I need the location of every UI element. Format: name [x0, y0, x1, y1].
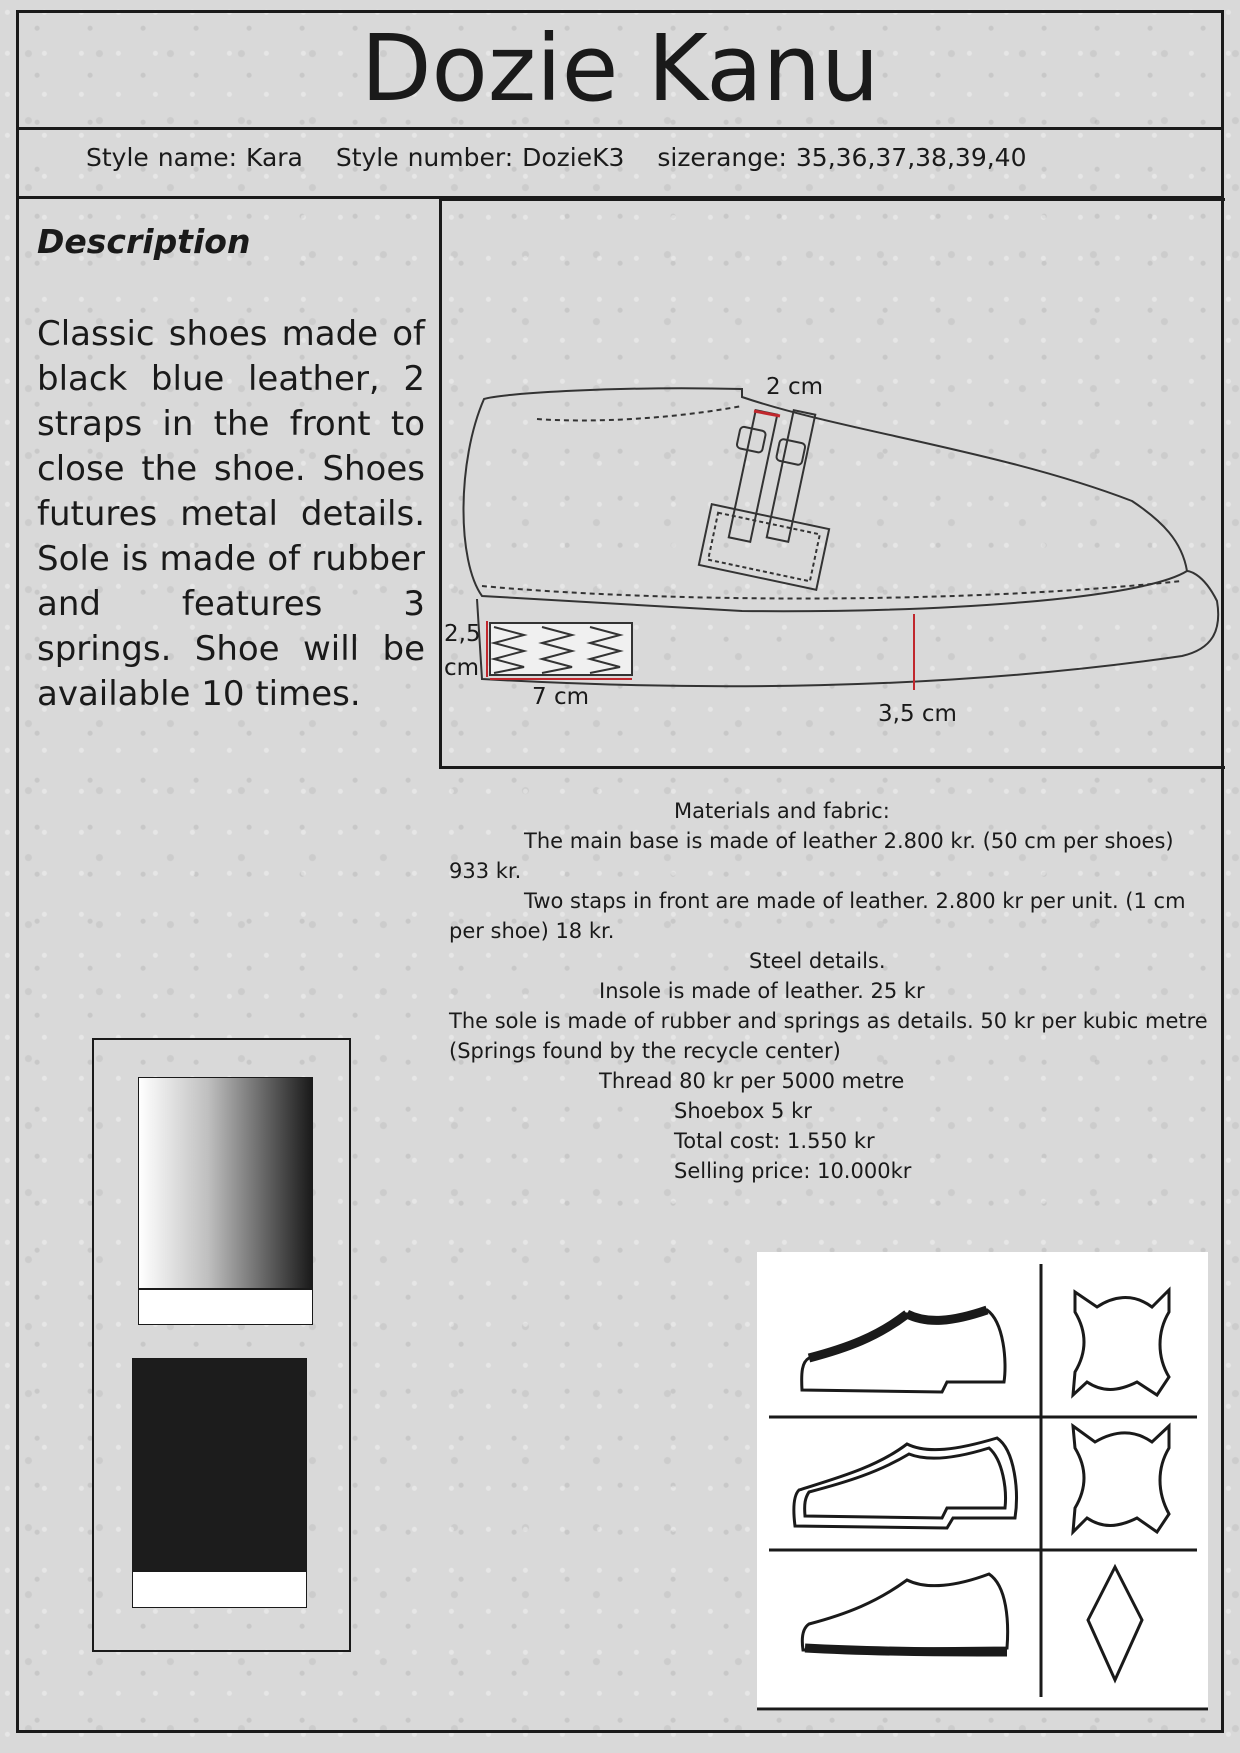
strap-width-label: 2 cm — [766, 374, 823, 400]
shoe-sole-icon — [802, 1574, 1007, 1652]
page-title: Dozie Kanu — [360, 15, 880, 122]
spring-height-unit: cm — [444, 655, 480, 681]
materials-sole: The sole is made of rubber and springs as details. 50 kr per kubic metre (Springs found by the recycle center) — [449, 1009, 1208, 1063]
materials-shoebox: Shoebox 5 kr — [674, 1099, 812, 1123]
shoe-upper-leather-icon — [802, 1310, 1005, 1392]
label-patch — [699, 504, 829, 590]
strap-2-buckle — [776, 439, 806, 466]
style-info-row — [86, 143, 1050, 172]
shoe-sketch — [442, 201, 1228, 772]
sole-height-label: 3,5 cm — [878, 701, 957, 727]
title-divider — [16, 127, 1224, 130]
spring-length-label: 7 cm — [532, 684, 589, 710]
materials-steel: Steel details. — [749, 949, 886, 973]
material-icons-svg — [757, 1252, 1208, 1711]
leather-hide-icon-2 — [1073, 1426, 1169, 1532]
other-material-diamond-icon — [1088, 1567, 1142, 1680]
style-name: Style name: Kara — [86, 143, 303, 172]
style-number: Style number: DozieK3 — [335, 143, 625, 172]
shoe-lining-icon — [794, 1438, 1017, 1528]
material-icons-grid — [757, 1252, 1208, 1711]
black-swatch-label-box — [132, 1571, 307, 1608]
gradient-swatch-label-box — [138, 1289, 313, 1325]
materials-insole: Insole is made of leather. 25 kr — [599, 979, 925, 1003]
color-swatch-panel — [92, 1038, 351, 1652]
materials-section — [449, 796, 1214, 1186]
description-heading: Description — [37, 222, 251, 261]
materials-straps: Two staps in front are made of leather. 2.800 kr per unit. (1 cm per shoe) 18 kr. — [449, 889, 1186, 943]
collar-stitch — [537, 406, 742, 420]
materials-thread: Thread 80 kr per 5000 metre — [599, 1069, 905, 1093]
size-range: sizerange: 35,36,37,38,39,40 — [657, 143, 1027, 172]
black-swatch — [132, 1358, 307, 1571]
materials-heading: Materials and fabric: — [674, 799, 890, 823]
leather-hide-icon — [1073, 1290, 1169, 1395]
shoe-upper-outline — [463, 388, 1187, 611]
gradient-swatch — [138, 1077, 313, 1289]
total-cost: Total cost: 1.550 kr — [674, 1129, 875, 1153]
description-text: Classic shoes made of black blue leather, 2 straps in the front to close the shoe. Shoes futures metal details. Sole is made of rubber and features 3 springs. Shoe will be available 10 times. — [37, 314, 425, 714]
shoe-technical-drawing — [439, 198, 1225, 769]
materials-main-base: The main base is made of leather 2.800 kr. (50 cm per shoes) 933 kr. — [449, 829, 1174, 883]
spring-height-value: 2,5 — [444, 621, 481, 647]
selling-price: Selling price: 10.000kr — [674, 1159, 912, 1183]
